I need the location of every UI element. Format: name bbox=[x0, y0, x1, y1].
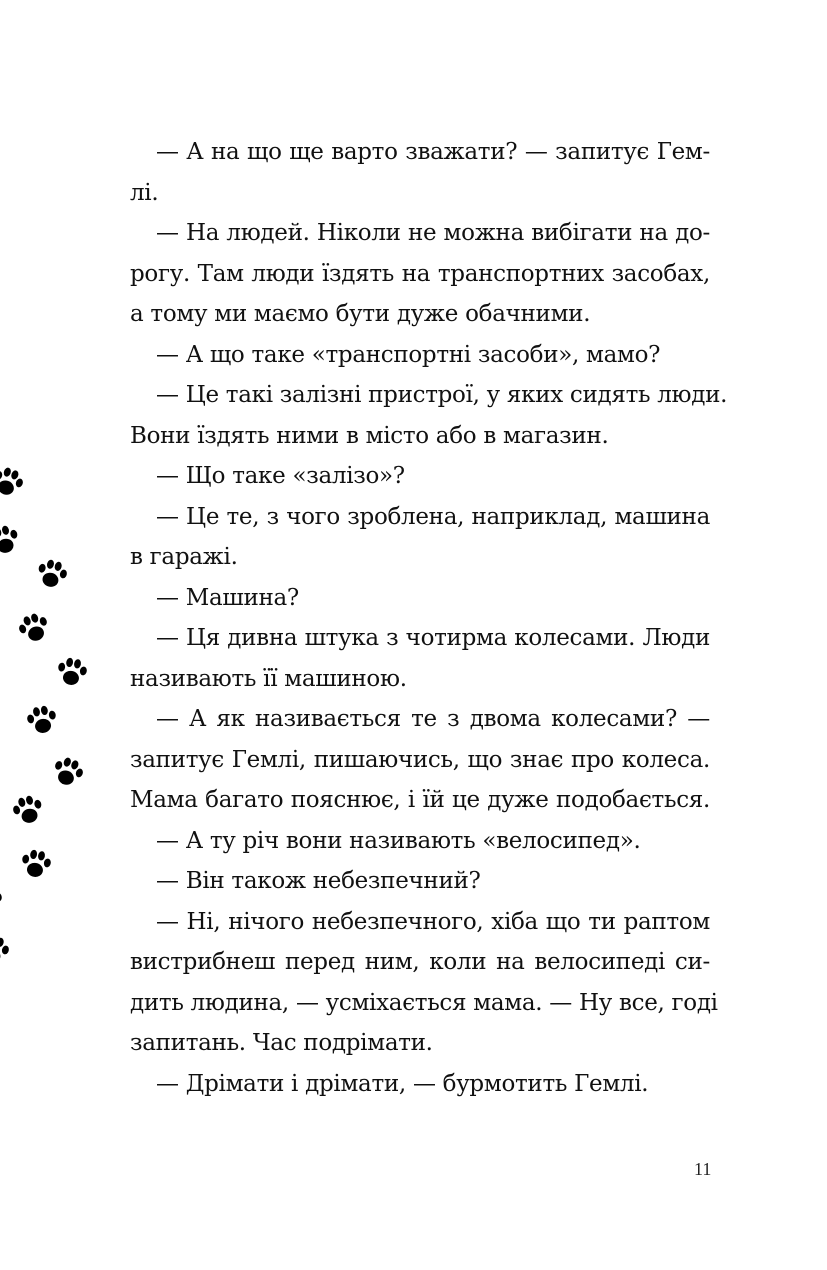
paw-print-icon bbox=[6, 790, 49, 830]
text-line: — На людей. Ніколи не можна вибігати на до- bbox=[156, 220, 710, 246]
text-line: — А що таке «транспортні засоби», мамо? bbox=[156, 341, 661, 368]
text-line: називають її машиною. bbox=[130, 665, 407, 692]
paw-print-icon bbox=[0, 461, 30, 503]
paw-print-icon bbox=[51, 653, 92, 691]
page-number: 11 bbox=[694, 1159, 712, 1179]
text-line: — А як називається те з двома колесами? — bbox=[156, 706, 710, 732]
text-line: запитань. Час подрімати. bbox=[130, 1030, 433, 1056]
text-line: дить людина, — усміхається мама. — Ну все, годі bbox=[130, 989, 718, 1016]
text-line: Вони їздять ними в місто або в магазин. bbox=[130, 422, 609, 449]
paw-print-icon bbox=[0, 883, 9, 921]
paw-print-icon bbox=[21, 701, 62, 739]
body-text bbox=[130, 132, 728, 1104]
paw-print-icon bbox=[15, 845, 56, 883]
text-line: — Машина? bbox=[156, 584, 299, 611]
text-line: в гаражі. bbox=[130, 544, 238, 570]
text-line: Мама багато пояснює, і їй це дуже подобається. bbox=[130, 787, 710, 813]
paw-print-icon bbox=[12, 607, 57, 649]
paw-print-icon bbox=[46, 751, 91, 793]
text-line: — Це те, з чого зроблена, наприклад, машина bbox=[156, 503, 710, 530]
text-line: запитує Гемлі, пишаючись, що знає про колеса. bbox=[130, 746, 710, 773]
text-line: лі. bbox=[130, 179, 159, 206]
text-line: — Це такі залізні пристрої, у яких сидять люди. bbox=[156, 382, 728, 408]
text-line: — Що таке «залізо»? bbox=[156, 463, 405, 489]
text-line: вистрибнеш перед ним, коли на велосипеді си- bbox=[130, 949, 710, 975]
text-line: — Ні, нічого небезпечного, хіба що ти раптом bbox=[156, 908, 710, 935]
paw-print-icon bbox=[30, 554, 73, 594]
text-line: — А ту річ вони називають «велосипед». bbox=[156, 827, 641, 854]
text-line: — Він також небезпечний? bbox=[156, 868, 481, 894]
paw-print-icon bbox=[0, 520, 26, 560]
text-line: — Дрімати і дрімати, — бурмотить Гемлі. bbox=[156, 1070, 649, 1097]
text-line: рогу. Там люди їздять на транспортних засобах, bbox=[130, 260, 710, 287]
text-line: а тому ми маємо бути дуже обачними. bbox=[130, 301, 591, 327]
text-line: — А на що ще варто зважати? — запитує Гем- bbox=[156, 139, 710, 165]
paw-print-icon bbox=[0, 930, 16, 970]
text-line: — Ця дивна штука з чотирма колесами. Люди bbox=[156, 625, 710, 651]
